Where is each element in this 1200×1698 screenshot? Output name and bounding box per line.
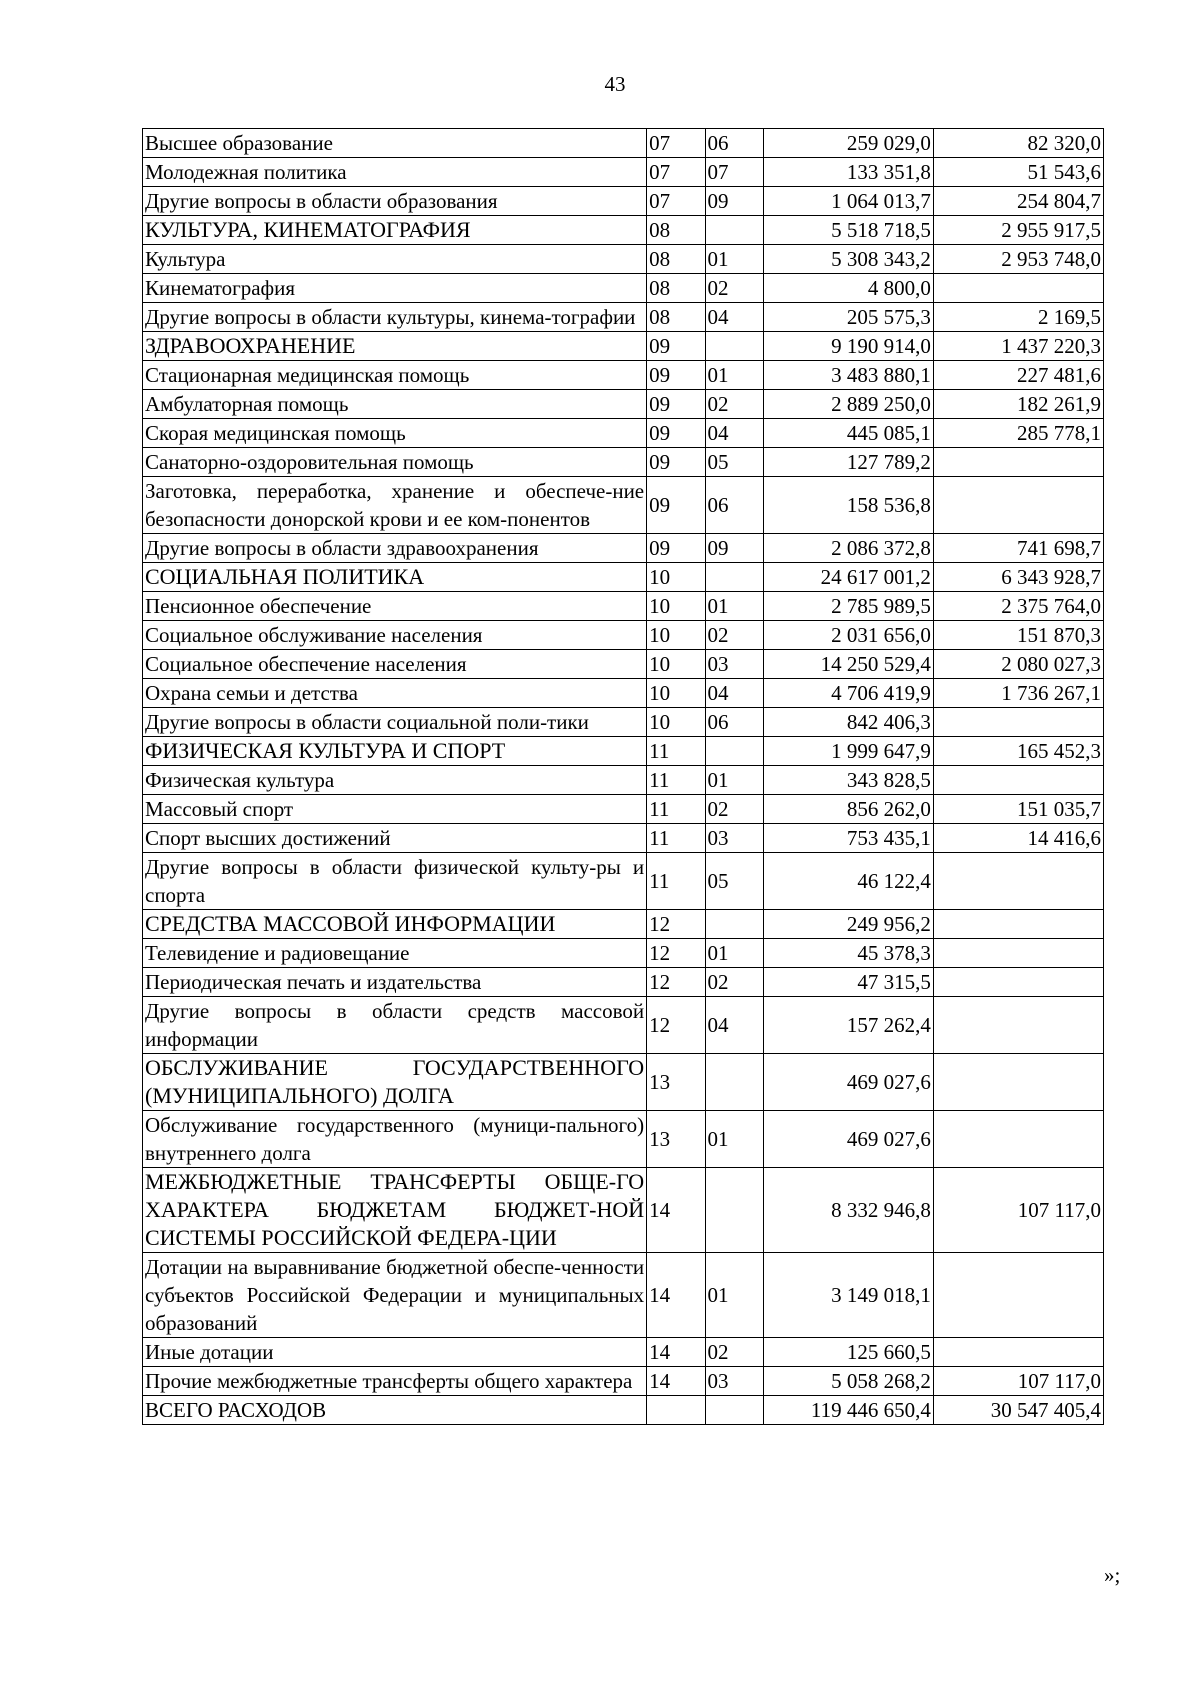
table-row xyxy=(143,563,1104,592)
row-name-cell: Прочие межбюджетные трансферты общего характера xyxy=(143,1367,647,1396)
subsection-code-cell: 01 xyxy=(705,592,763,621)
amount-total-cell: 127 789,2 xyxy=(763,448,933,477)
section-code-cell: 09 xyxy=(647,534,705,563)
subsection-code-cell: 02 xyxy=(705,968,763,997)
section-code-cell: 12 xyxy=(647,997,705,1054)
section-code-cell: 14 xyxy=(647,1367,705,1396)
amount-subventions-cell: 1 437 220,3 xyxy=(933,332,1103,361)
amount-subventions-cell: 1 736 267,1 xyxy=(933,679,1103,708)
table-row xyxy=(143,390,1104,419)
row-name-cell: Высшее образование xyxy=(143,129,647,158)
amount-subventions-cell: 107 117,0 xyxy=(933,1367,1103,1396)
amount-subventions-cell: 107 117,0 xyxy=(933,1168,1103,1253)
subsection-code-cell: 01 xyxy=(705,361,763,390)
subsection-code-cell: 04 xyxy=(705,997,763,1054)
section-code-cell: 10 xyxy=(647,563,705,592)
subsection-code-cell xyxy=(705,332,763,361)
table-row xyxy=(143,592,1104,621)
subsection-code-cell: 04 xyxy=(705,419,763,448)
section-code-cell: 10 xyxy=(647,679,705,708)
amount-subventions-cell xyxy=(933,853,1103,910)
amount-total-cell: 47 315,5 xyxy=(763,968,933,997)
subsection-code-cell: 03 xyxy=(705,1367,763,1396)
row-name-cell: Другие вопросы в области средств массовой информации xyxy=(143,997,647,1054)
row-name-cell: МЕЖБЮДЖЕТНЫЕ ТРАНСФЕРТЫ ОБЩЕ-ГО ХАРАКТЕРА БЮДЖЕТАМ БЮДЖЕТ-НОЙ СИСТЕМЫ РОССИЙСКОЙ ФЕДЕРА-ЦИИ xyxy=(143,1168,647,1253)
section-code-cell: 09 xyxy=(647,390,705,419)
section-code-cell: 08 xyxy=(647,303,705,332)
subsection-code-cell: 06 xyxy=(705,708,763,737)
table-row xyxy=(143,1253,1104,1338)
amount-total-cell: 2 031 656,0 xyxy=(763,621,933,650)
table-row xyxy=(143,824,1104,853)
row-name-cell: Физическая культура xyxy=(143,766,647,795)
section-code-cell: 14 xyxy=(647,1168,705,1253)
table-row xyxy=(143,303,1104,332)
subsection-code-cell: 07 xyxy=(705,158,763,187)
row-name-cell: ВСЕГО РАСХОДОВ xyxy=(143,1396,647,1425)
amount-total-cell: 8 332 946,8 xyxy=(763,1168,933,1253)
amount-subventions-cell xyxy=(933,1253,1103,1338)
section-code-cell: 08 xyxy=(647,216,705,245)
amount-subventions-cell: 285 778,1 xyxy=(933,419,1103,448)
section-code-cell: 14 xyxy=(647,1253,705,1338)
subsection-code-cell: 01 xyxy=(705,1253,763,1338)
amount-total-cell: 2 086 372,8 xyxy=(763,534,933,563)
amount-subventions-cell: 254 804,7 xyxy=(933,187,1103,216)
amount-subventions-cell: 2 169,5 xyxy=(933,303,1103,332)
amount-total-cell: 205 575,3 xyxy=(763,303,933,332)
table-row xyxy=(143,419,1104,448)
row-name-cell: ФИЗИЧЕСКАЯ КУЛЬТУРА И СПОРТ xyxy=(143,737,647,766)
section-code-cell: 07 xyxy=(647,187,705,216)
subsection-code-cell: 02 xyxy=(705,1338,763,1367)
row-name-cell: Иные дотации xyxy=(143,1338,647,1367)
section-code-cell: 09 xyxy=(647,419,705,448)
row-name-cell: Другие вопросы в области физической культу-ры и спорта xyxy=(143,853,647,910)
amount-subventions-cell xyxy=(933,968,1103,997)
row-name-cell: Социальное обслуживание населения xyxy=(143,621,647,650)
row-name-cell: Санаторно-оздоровительная помощь xyxy=(143,448,647,477)
amount-total-cell: 5 058 268,2 xyxy=(763,1367,933,1396)
row-name-cell: Культура xyxy=(143,245,647,274)
subsection-code-cell: 02 xyxy=(705,390,763,419)
section-code-cell: 09 xyxy=(647,361,705,390)
table-row xyxy=(143,737,1104,766)
row-name-cell: Другие вопросы в области культуры, кинема-тографии xyxy=(143,303,647,332)
section-code-cell: 08 xyxy=(647,245,705,274)
amount-total-cell: 5 308 343,2 xyxy=(763,245,933,274)
row-name-cell: Дотации на выравнивание бюджетной обеспе-ченности субъектов Российской Федерации и муниципальных образований xyxy=(143,1253,647,1338)
subsection-code-cell: 06 xyxy=(705,477,763,534)
table-row xyxy=(143,1367,1104,1396)
section-code-cell: 10 xyxy=(647,650,705,679)
amount-subventions-cell xyxy=(933,997,1103,1054)
amount-total-cell: 125 660,5 xyxy=(763,1338,933,1367)
amount-total-cell: 842 406,3 xyxy=(763,708,933,737)
row-name-cell: Охрана семьи и детства xyxy=(143,679,647,708)
subsection-code-cell xyxy=(705,1168,763,1253)
section-code-cell: 11 xyxy=(647,795,705,824)
amount-total-cell: 249 956,2 xyxy=(763,910,933,939)
subsection-code-cell: 04 xyxy=(705,679,763,708)
amount-total-cell: 4 800,0 xyxy=(763,274,933,303)
table-row xyxy=(143,216,1104,245)
amount-total-cell: 469 027,6 xyxy=(763,1111,933,1168)
subsection-code-cell xyxy=(705,563,763,592)
subsection-code-cell: 09 xyxy=(705,534,763,563)
amount-subventions-cell: 165 452,3 xyxy=(933,737,1103,766)
section-code-cell: 09 xyxy=(647,477,705,534)
amount-total-cell: 5 518 718,5 xyxy=(763,216,933,245)
subsection-code-cell: 06 xyxy=(705,129,763,158)
amount-total-cell: 24 617 001,2 xyxy=(763,563,933,592)
subsection-code-cell: 01 xyxy=(705,939,763,968)
row-name-cell: Другие вопросы в области социальной поли-тики xyxy=(143,708,647,737)
row-name-cell: Пенсионное обеспечение xyxy=(143,592,647,621)
amount-subventions-cell: 151 035,7 xyxy=(933,795,1103,824)
amount-total-cell: 856 262,0 xyxy=(763,795,933,824)
amount-total-cell: 45 378,3 xyxy=(763,939,933,968)
subsection-code-cell xyxy=(705,216,763,245)
row-name-cell: Социальное обеспечение населения xyxy=(143,650,647,679)
amount-subventions-cell: 741 698,7 xyxy=(933,534,1103,563)
row-name-cell: КУЛЬТУРА, КИНЕМАТОГРАФИЯ xyxy=(143,216,647,245)
row-name-cell: ОБСЛУЖИВАНИЕ ГОСУДАРСТВЕННОГО (МУНИЦИПАЛЬНОГО) ДОЛГА xyxy=(143,1054,647,1111)
table-row xyxy=(143,621,1104,650)
table-row xyxy=(143,129,1104,158)
amount-subventions-cell: 182 261,9 xyxy=(933,390,1103,419)
subsection-code-cell: 03 xyxy=(705,650,763,679)
amount-subventions-cell xyxy=(933,477,1103,534)
subsection-code-cell: 04 xyxy=(705,303,763,332)
amount-subventions-cell xyxy=(933,1111,1103,1168)
amount-total-cell: 1 999 647,9 xyxy=(763,737,933,766)
row-name-cell: СРЕДСТВА МАССОВОЙ ИНФОРМАЦИИ xyxy=(143,910,647,939)
section-code-cell: 14 xyxy=(647,1338,705,1367)
table-row xyxy=(143,708,1104,737)
amount-subventions-cell xyxy=(933,708,1103,737)
amount-subventions-cell: 6 343 928,7 xyxy=(933,563,1103,592)
table-row xyxy=(143,1168,1104,1253)
section-code-cell xyxy=(647,1396,705,1425)
subsection-code-cell: 01 xyxy=(705,766,763,795)
subsection-code-cell xyxy=(705,910,763,939)
row-name-cell: ЗДРАВООХРАНЕНИЕ xyxy=(143,332,647,361)
section-code-cell: 11 xyxy=(647,766,705,795)
amount-total-cell: 158 536,8 xyxy=(763,477,933,534)
row-name-cell: Другие вопросы в области здравоохранения xyxy=(143,534,647,563)
section-code-cell: 10 xyxy=(647,708,705,737)
expenditure-table xyxy=(142,128,1104,1425)
amount-total-cell: 259 029,0 xyxy=(763,129,933,158)
amount-total-cell: 4 706 419,9 xyxy=(763,679,933,708)
amount-total-cell: 445 085,1 xyxy=(763,419,933,448)
table-row xyxy=(143,158,1104,187)
amount-total-cell: 2 889 250,0 xyxy=(763,390,933,419)
row-name-cell: Телевидение и радиовещание xyxy=(143,939,647,968)
table-row xyxy=(143,1338,1104,1367)
section-code-cell: 12 xyxy=(647,968,705,997)
amount-subventions-cell xyxy=(933,939,1103,968)
table-row xyxy=(143,534,1104,563)
table-row xyxy=(143,766,1104,795)
subsection-code-cell: 02 xyxy=(705,274,763,303)
table-row xyxy=(143,332,1104,361)
row-name-cell: Периодическая печать и издательства xyxy=(143,968,647,997)
amount-total-cell: 753 435,1 xyxy=(763,824,933,853)
amount-subventions-cell: 227 481,6 xyxy=(933,361,1103,390)
section-code-cell: 08 xyxy=(647,274,705,303)
amount-total-cell: 3 149 018,1 xyxy=(763,1253,933,1338)
table-row xyxy=(143,679,1104,708)
amount-total-cell: 157 262,4 xyxy=(763,997,933,1054)
table-row xyxy=(143,361,1104,390)
table-row xyxy=(143,274,1104,303)
table-row xyxy=(143,187,1104,216)
amount-subventions-cell xyxy=(933,910,1103,939)
row-name-cell: Молодежная политика xyxy=(143,158,647,187)
amount-total-cell: 14 250 529,4 xyxy=(763,650,933,679)
section-code-cell: 12 xyxy=(647,910,705,939)
subsection-code-cell: 01 xyxy=(705,1111,763,1168)
row-name-cell: Кинематография xyxy=(143,274,647,303)
subsection-code-cell: 05 xyxy=(705,448,763,477)
amount-subventions-cell xyxy=(933,274,1103,303)
subsection-code-cell: 09 xyxy=(705,187,763,216)
subsection-code-cell xyxy=(705,1054,763,1111)
row-name-cell: Амбулаторная помощь xyxy=(143,390,647,419)
section-code-cell: 11 xyxy=(647,737,705,766)
section-code-cell: 10 xyxy=(647,621,705,650)
section-code-cell: 12 xyxy=(647,939,705,968)
page-number: 43 xyxy=(604,72,626,96)
table-row xyxy=(143,650,1104,679)
amount-total-cell: 343 828,5 xyxy=(763,766,933,795)
row-name-cell: Стационарная медицинская помощь xyxy=(143,361,647,390)
section-code-cell: 13 xyxy=(647,1054,705,1111)
amount-subventions-cell: 2 953 748,0 xyxy=(933,245,1103,274)
section-code-cell: 07 xyxy=(647,158,705,187)
subsection-code-cell: 02 xyxy=(705,795,763,824)
subsection-code-cell: 02 xyxy=(705,621,763,650)
row-name-cell: Заготовка, переработка, хранение и обеспече-ние безопасности донорской крови и ее ком-понентов xyxy=(143,477,647,534)
amount-total-cell: 119 446 650,4 xyxy=(763,1396,933,1425)
amount-total-cell: 46 122,4 xyxy=(763,853,933,910)
table-row xyxy=(143,910,1104,939)
amount-subventions-cell: 30 547 405,4 xyxy=(933,1396,1103,1425)
amount-total-cell: 133 351,8 xyxy=(763,158,933,187)
section-code-cell: 07 xyxy=(647,129,705,158)
subsection-code-cell xyxy=(705,737,763,766)
table-row xyxy=(143,477,1104,534)
table-row xyxy=(143,968,1104,997)
section-code-cell: 10 xyxy=(647,592,705,621)
row-name-cell: Скорая медицинская помощь xyxy=(143,419,647,448)
table-row xyxy=(143,1111,1104,1168)
subsection-code-cell xyxy=(705,1396,763,1425)
amount-total-cell: 1 064 013,7 xyxy=(763,187,933,216)
amount-subventions-cell: 2 955 917,5 xyxy=(933,216,1103,245)
subsection-code-cell: 05 xyxy=(705,853,763,910)
amount-subventions-cell: 151 870,3 xyxy=(933,621,1103,650)
amount-subventions-cell xyxy=(933,448,1103,477)
section-code-cell: 11 xyxy=(647,853,705,910)
amount-subventions-cell: 14 416,6 xyxy=(933,824,1103,853)
table-row xyxy=(143,997,1104,1054)
row-name-cell: Массовый спорт xyxy=(143,795,647,824)
row-name-cell: Другие вопросы в области образования xyxy=(143,187,647,216)
row-name-cell: СОЦИАЛЬНАЯ ПОЛИТИКА xyxy=(143,563,647,592)
section-code-cell: 11 xyxy=(647,824,705,853)
table-row xyxy=(143,853,1104,910)
row-name-cell: Обслуживание государственного (муници-пального) внутреннего долга xyxy=(143,1111,647,1168)
amount-total-cell: 469 027,6 xyxy=(763,1054,933,1111)
table-row xyxy=(143,245,1104,274)
amount-subventions-cell xyxy=(933,1338,1103,1367)
amount-subventions-cell: 2 080 027,3 xyxy=(933,650,1103,679)
amount-total-cell: 3 483 880,1 xyxy=(763,361,933,390)
section-code-cell: 09 xyxy=(647,332,705,361)
row-name-cell: Спорт высших достижений xyxy=(143,824,647,853)
table-row xyxy=(143,448,1104,477)
subsection-code-cell: 01 xyxy=(705,245,763,274)
amount-total-cell: 2 785 989,5 xyxy=(763,592,933,621)
section-code-cell: 09 xyxy=(647,448,705,477)
amount-subventions-cell: 51 543,6 xyxy=(933,158,1103,187)
amount-subventions-cell xyxy=(933,1054,1103,1111)
table-row xyxy=(143,939,1104,968)
table-row xyxy=(143,1054,1104,1111)
closing-quote-mark: »; xyxy=(1104,1563,1121,1587)
table-row xyxy=(143,795,1104,824)
section-code-cell: 13 xyxy=(647,1111,705,1168)
table-row xyxy=(143,1396,1104,1425)
amount-subventions-cell: 82 320,0 xyxy=(933,129,1103,158)
amount-total-cell: 9 190 914,0 xyxy=(763,332,933,361)
amount-subventions-cell xyxy=(933,766,1103,795)
amount-subventions-cell: 2 375 764,0 xyxy=(933,592,1103,621)
subsection-code-cell: 03 xyxy=(705,824,763,853)
